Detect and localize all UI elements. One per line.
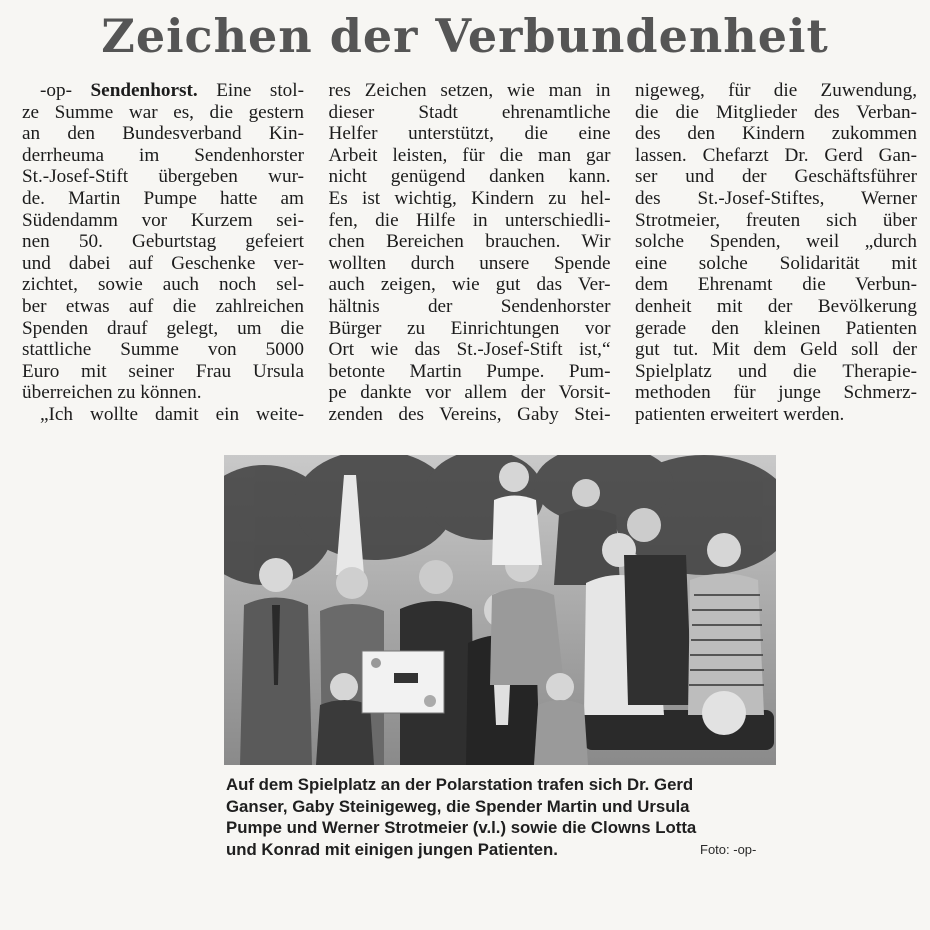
article-line: dem Ehrenamt die Verbun- xyxy=(635,274,917,296)
article-line: Spenden drauf gelegt, um die xyxy=(22,317,304,339)
article-line: des den Kindern zukommen xyxy=(635,123,917,145)
article-line: ber etwas auf die zahlreichen xyxy=(22,295,304,317)
article-column-1 xyxy=(22,80,304,425)
article-line: Es ist wichtig, Kindern zu hel- xyxy=(328,187,611,209)
article-line: Südendamm vor Kurzem sei- xyxy=(22,209,304,231)
article-line: de. Martin Pumpe hatte am xyxy=(22,187,304,209)
article-line: stattliche Summe von 5000 xyxy=(22,339,304,361)
article-headline: Zeichen der Verbundenheit xyxy=(101,9,829,63)
article-line: ser und der Geschäftsführer xyxy=(635,166,917,188)
dateline: Sendenhorst. xyxy=(90,80,198,101)
article-line: Spielplatz und die Therapie- xyxy=(635,360,917,382)
article-column-2 xyxy=(329,80,611,425)
photo-credit: Foto: -op- xyxy=(700,842,757,857)
article-line: res Zeichen setzen, wie man in xyxy=(328,80,611,101)
article-line: zichtet, sowie auch noch sel- xyxy=(22,274,304,296)
byline: -op- xyxy=(40,80,72,101)
article-line: dieser Stadt ehrenamtliche xyxy=(328,101,611,123)
article-line: überreichen zu können. xyxy=(22,382,202,404)
article-line: methoden für junge Schmerz- xyxy=(635,382,917,404)
article-line: und dabei auf Geschenke ver- xyxy=(22,252,304,274)
article-line: Arbeit leisten, für die man gar xyxy=(328,144,611,166)
photo-caption xyxy=(226,774,782,860)
article-line: wollten durch unsere Spende xyxy=(328,252,611,274)
article-line: denheit mit der Bevölkerung xyxy=(635,295,917,317)
article-line: nicht genügend danken kann. xyxy=(328,166,611,188)
caption-line: und Konrad mit einigen jungen Patienten. xyxy=(226,839,558,859)
article-line: gut tut. Mit dem Geld soll der xyxy=(635,339,917,361)
article-line: Euro mit seiner Frau Ursula xyxy=(22,360,304,382)
caption-line: Pumpe und Werner Strotmeier (v.l.) sowie die Clowns Lotta xyxy=(226,818,697,837)
article-line: ze Summe war es, die gestern xyxy=(22,101,304,123)
article-body xyxy=(22,80,917,425)
article-line: die die Mitglieder des Verban- xyxy=(635,101,917,123)
article-line: derrheuma im Sendenhorster xyxy=(22,144,304,166)
article-line: zenden des Vereins, Gaby Stei- xyxy=(328,403,611,425)
article-line: nen 50. Geburtstag gefeiert xyxy=(22,231,304,253)
article-line: patienten erweitert werden. xyxy=(635,403,845,425)
article-line: solche Spenden, weil „durch xyxy=(635,231,917,253)
article-line: Bürger zu Einrichtungen vor xyxy=(328,317,611,339)
article-line: auch zeigen, wie gut das Ver- xyxy=(328,274,611,296)
article-line: lassen. Chefarzt Dr. Gerd Gan- xyxy=(635,144,917,166)
article-line: pe dankte vor allem der Vorsit- xyxy=(328,382,611,404)
article-line: „Ich wollte damit ein weite- xyxy=(40,403,304,425)
article-line: Ort wie das St.-Josef-Stift ist,“ xyxy=(328,339,611,361)
article-line: fen, die Hilfe in unterschiedli- xyxy=(328,209,611,231)
article-line: gerade den kleinen Patienten xyxy=(635,317,917,339)
first-line-text: Eine stol- xyxy=(216,80,304,101)
caption-line: Ganser, Gaby Steinigeweg, die Spender Martin und Ursula xyxy=(226,796,690,816)
article-line: hältnis der Sendenhorster xyxy=(328,295,611,317)
article-line: Strotmeier, freuten sich über xyxy=(635,209,917,231)
article-line: chen Bereichen brauchen. Wir xyxy=(328,231,611,253)
article-line: betonte Martin Pumpe. Pum- xyxy=(328,360,611,382)
group-photo xyxy=(224,455,776,765)
article-line: St.-Josef-Stift übergeben wur- xyxy=(22,166,304,188)
article-line: nigeweg, für die Zuwendung, xyxy=(635,80,917,101)
article-column-3 xyxy=(635,80,917,425)
article-line: des St.-Josef-Stiftes, Werner xyxy=(635,187,917,209)
article-line: Helfer unterstützt, die eine xyxy=(328,123,611,145)
article-line: eine solche Solidarität mit xyxy=(635,252,917,274)
article-line: an den Bundesverband Kin- xyxy=(22,123,304,145)
article-line xyxy=(22,80,304,102)
caption-line: Auf dem Spielplatz an der Polarstation trafen sich Dr. Gerd xyxy=(226,775,694,794)
